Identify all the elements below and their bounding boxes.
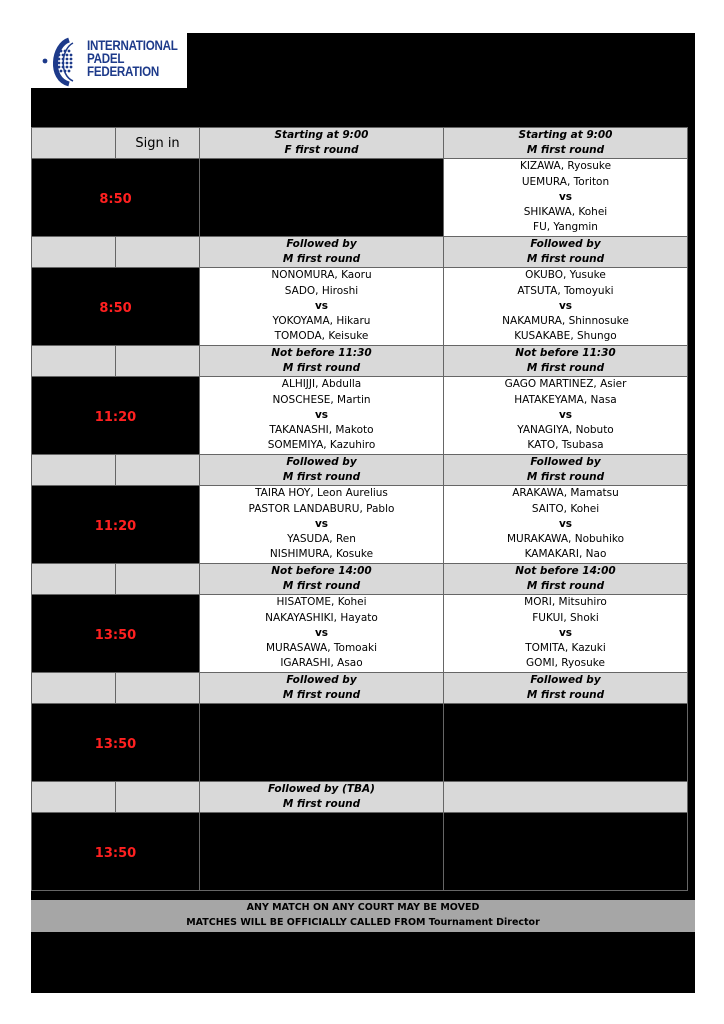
divider-line: Followed by xyxy=(530,238,601,250)
player-name: TOMODA, Keisuke xyxy=(274,330,369,343)
divider-line: M first round xyxy=(526,689,605,701)
divider-blank-cell xyxy=(32,782,116,813)
divider-line: Followed by xyxy=(530,674,601,686)
player-name: ALHIJJI, Abdulla xyxy=(281,378,362,391)
match-cell-court-1 xyxy=(200,704,444,782)
player-name: UEMURA, Toriton xyxy=(521,175,610,188)
divider-blank-cell xyxy=(116,455,200,486)
divider-court-1 xyxy=(200,455,444,486)
versus-label: vs xyxy=(558,408,573,421)
divider-line: Not before 11:30 xyxy=(515,347,616,359)
sign-in-header: Sign in xyxy=(116,128,200,159)
sign-in-time: 13:50 xyxy=(94,846,137,861)
divider-line: M first round xyxy=(282,580,361,592)
divider-line: Not before 14:00 xyxy=(271,565,372,577)
divider-line: M first round xyxy=(282,689,361,701)
divider-row xyxy=(32,564,688,595)
header-row xyxy=(32,128,688,159)
versus-label: vs xyxy=(558,190,573,203)
sign-in-time-cell xyxy=(32,486,200,564)
player-name: NAKAMURA, Shinnosuke xyxy=(502,315,629,328)
divider-court-1 xyxy=(200,564,444,595)
header-line: Starting at 9:00 xyxy=(274,129,369,141)
divider-blank-cell xyxy=(116,673,200,704)
player-name: NONOMURA, Kaoru xyxy=(271,269,372,282)
divider-blank-cell xyxy=(116,782,200,813)
player-name: SOMEMIYA, Kazuhiro xyxy=(267,439,376,452)
court-1-header xyxy=(200,128,444,159)
sign-in-time-cell xyxy=(32,704,200,782)
player-name: HISATOME, Kohei xyxy=(276,596,367,609)
player-name: MORI, Mitsuhiro xyxy=(524,596,607,609)
player-name: TOMITA, Kazuki xyxy=(525,642,606,655)
sign-in-time-cell xyxy=(32,595,200,673)
sign-in-time-cell xyxy=(32,377,200,455)
divider-row xyxy=(32,346,688,377)
player-name: NOSCHESE, Martin xyxy=(272,393,371,406)
divider-line: M first round xyxy=(282,798,361,810)
divider-line: M first round xyxy=(526,471,605,483)
divider-court-1 xyxy=(200,237,444,268)
divider-line: M first round xyxy=(282,471,361,483)
match-row xyxy=(32,377,688,455)
player-name: TAKANASHI, Makoto xyxy=(269,424,374,437)
match-cell-court-2 xyxy=(444,377,688,455)
versus-label: vs xyxy=(314,626,329,639)
player-name: YASUDA, Ren xyxy=(287,533,356,546)
versus-label: vs xyxy=(314,408,329,421)
schedule-table xyxy=(31,127,688,891)
versus-label: vs xyxy=(558,517,573,530)
match-cell-court-2 xyxy=(444,268,688,346)
match-row xyxy=(32,268,688,346)
player-name: NISHIMURA, Kosuke xyxy=(269,548,374,561)
match-cell-court-2 xyxy=(444,595,688,673)
divider-row xyxy=(32,673,688,704)
divider-line: Followed by xyxy=(286,456,357,468)
notice-line: ANY MATCH ON ANY COURT MAY BE MOVED xyxy=(246,902,480,913)
player-name: YOKOYAMA, Hikaru xyxy=(272,315,371,328)
sign-in-time: 8:50 xyxy=(99,192,132,207)
player-name: YANAGIYA, Nobuto xyxy=(517,424,614,437)
divider-court-1 xyxy=(200,673,444,704)
player-name: KUSAKABE, Shungo xyxy=(514,330,617,343)
player-name: KIZAWA, Ryosuke xyxy=(519,160,612,173)
divider-line: Followed by (TBA) xyxy=(268,783,375,795)
logo-line: FEDERATION xyxy=(87,64,160,79)
match-cell-court-1 xyxy=(200,377,444,455)
sign-in-time-cell xyxy=(32,268,200,346)
sign-in-time: 13:50 xyxy=(94,628,137,643)
sign-in-time: 11:20 xyxy=(94,519,137,534)
match-cell-court-1 xyxy=(200,268,444,346)
player-name: ARAKAWA, Mamatsu xyxy=(512,487,619,500)
divider-line: Followed by xyxy=(286,674,357,686)
match-row xyxy=(32,595,688,673)
player-name: SADO, Hiroshi xyxy=(284,284,359,297)
divider-court-2 xyxy=(444,237,688,268)
player-name: PASTOR LANDABURU, Pablo xyxy=(248,502,395,515)
player-name: FUKUI, Shoki xyxy=(532,611,599,624)
player-name: SHIKAWA, Kohei xyxy=(523,206,608,219)
divider-court-2 xyxy=(444,346,688,377)
divider-court-2 xyxy=(444,564,688,595)
divider-blank-cell xyxy=(116,237,200,268)
divider-line: Not before 14:00 xyxy=(515,565,616,577)
divider-line: M first round xyxy=(526,362,605,374)
divider-court-1 xyxy=(200,782,444,813)
divider-blank-cell xyxy=(32,564,116,595)
match-cell-court-2 xyxy=(444,704,688,782)
versus-label: vs xyxy=(558,626,573,639)
divider-line: M first round xyxy=(526,253,605,265)
divider-row xyxy=(32,782,688,813)
sign-in-time: 13:50 xyxy=(94,737,137,752)
match-row xyxy=(32,159,688,237)
divider-court-2 xyxy=(444,455,688,486)
player-name: HATAKEYAMA, Nasa xyxy=(514,393,617,406)
court-2-header xyxy=(444,128,688,159)
logo-line: INTERNATIONAL xyxy=(87,38,178,53)
header-line: F first round xyxy=(284,144,359,156)
player-name: KATO, Tsubasa xyxy=(527,439,604,452)
sign-in-time: 8:50 xyxy=(99,301,132,316)
padel-logo-icon xyxy=(39,37,85,87)
match-cell-court-2 xyxy=(444,813,688,891)
match-cell-court-2 xyxy=(444,486,688,564)
divider-blank-cell xyxy=(116,346,200,377)
versus-label: vs xyxy=(314,517,329,530)
ipf-logo xyxy=(31,33,187,88)
divider-blank-cell xyxy=(32,346,116,377)
sign-in-time: 11:20 xyxy=(94,410,137,425)
divider-line: M first round xyxy=(282,253,361,265)
player-name: TAIRA HOY, Leon Aurelius xyxy=(255,487,388,500)
match-cell-court-2 xyxy=(444,159,688,237)
divider-blank-cell xyxy=(32,455,116,486)
versus-label: vs xyxy=(314,299,329,312)
match-cell-court-1 xyxy=(200,486,444,564)
divider-row xyxy=(32,237,688,268)
player-name: MURASAWA, Tomoaki xyxy=(265,642,378,655)
match-row xyxy=(32,704,688,782)
match-cell-court-1 xyxy=(200,813,444,891)
match-cell-court-1 xyxy=(200,595,444,673)
divider-blank-cell xyxy=(32,237,116,268)
player-name: ATSUTA, Tomoyuki xyxy=(517,284,614,297)
notice-banner xyxy=(31,900,695,932)
divider-line: M first round xyxy=(526,580,605,592)
divider-line: Followed by xyxy=(530,456,601,468)
match-row xyxy=(32,813,688,891)
player-name: IGARASHI, Asao xyxy=(280,657,363,670)
versus-label: vs xyxy=(558,299,573,312)
divider-blank-cell xyxy=(116,564,200,595)
notice-line: MATCHES WILL BE OFFICIALLY CALLED FROM Tournament Director xyxy=(186,917,540,928)
player-name: FU, Yangmin xyxy=(533,221,598,234)
header-line: Starting at 9:00 xyxy=(518,129,613,141)
match-cell-court-1 xyxy=(200,159,444,237)
player-name: SAITO, Kohei xyxy=(531,502,600,515)
divider-row xyxy=(32,455,688,486)
player-name: GOMI, Ryosuke xyxy=(526,657,605,670)
divider-court-2 xyxy=(444,673,688,704)
divider-court-1 xyxy=(200,346,444,377)
logo-line: PADEL xyxy=(87,51,125,66)
player-name: NAKAYASHIKI, Hayato xyxy=(265,611,378,624)
header-line: M first round xyxy=(526,144,605,156)
divider-court-2 xyxy=(444,782,688,813)
player-name: MURAKAWA, Nobuhiko xyxy=(506,533,625,546)
player-name: GAGO MARTINEZ, Asier xyxy=(504,378,627,391)
sign-in-time-cell xyxy=(32,813,200,891)
header-blank-cell xyxy=(32,128,116,159)
match-row xyxy=(32,486,688,564)
divider-line: M first round xyxy=(282,362,361,374)
player-name: OKUBO, Yusuke xyxy=(525,269,606,282)
divider-line: Not before 11:30 xyxy=(271,347,372,359)
divider-blank-cell xyxy=(32,673,116,704)
logo-wordmark xyxy=(87,39,178,78)
divider-line: Followed by xyxy=(286,238,357,250)
player-name: KAMAKARI, Nao xyxy=(524,548,607,561)
sign-in-time-cell xyxy=(32,159,200,237)
